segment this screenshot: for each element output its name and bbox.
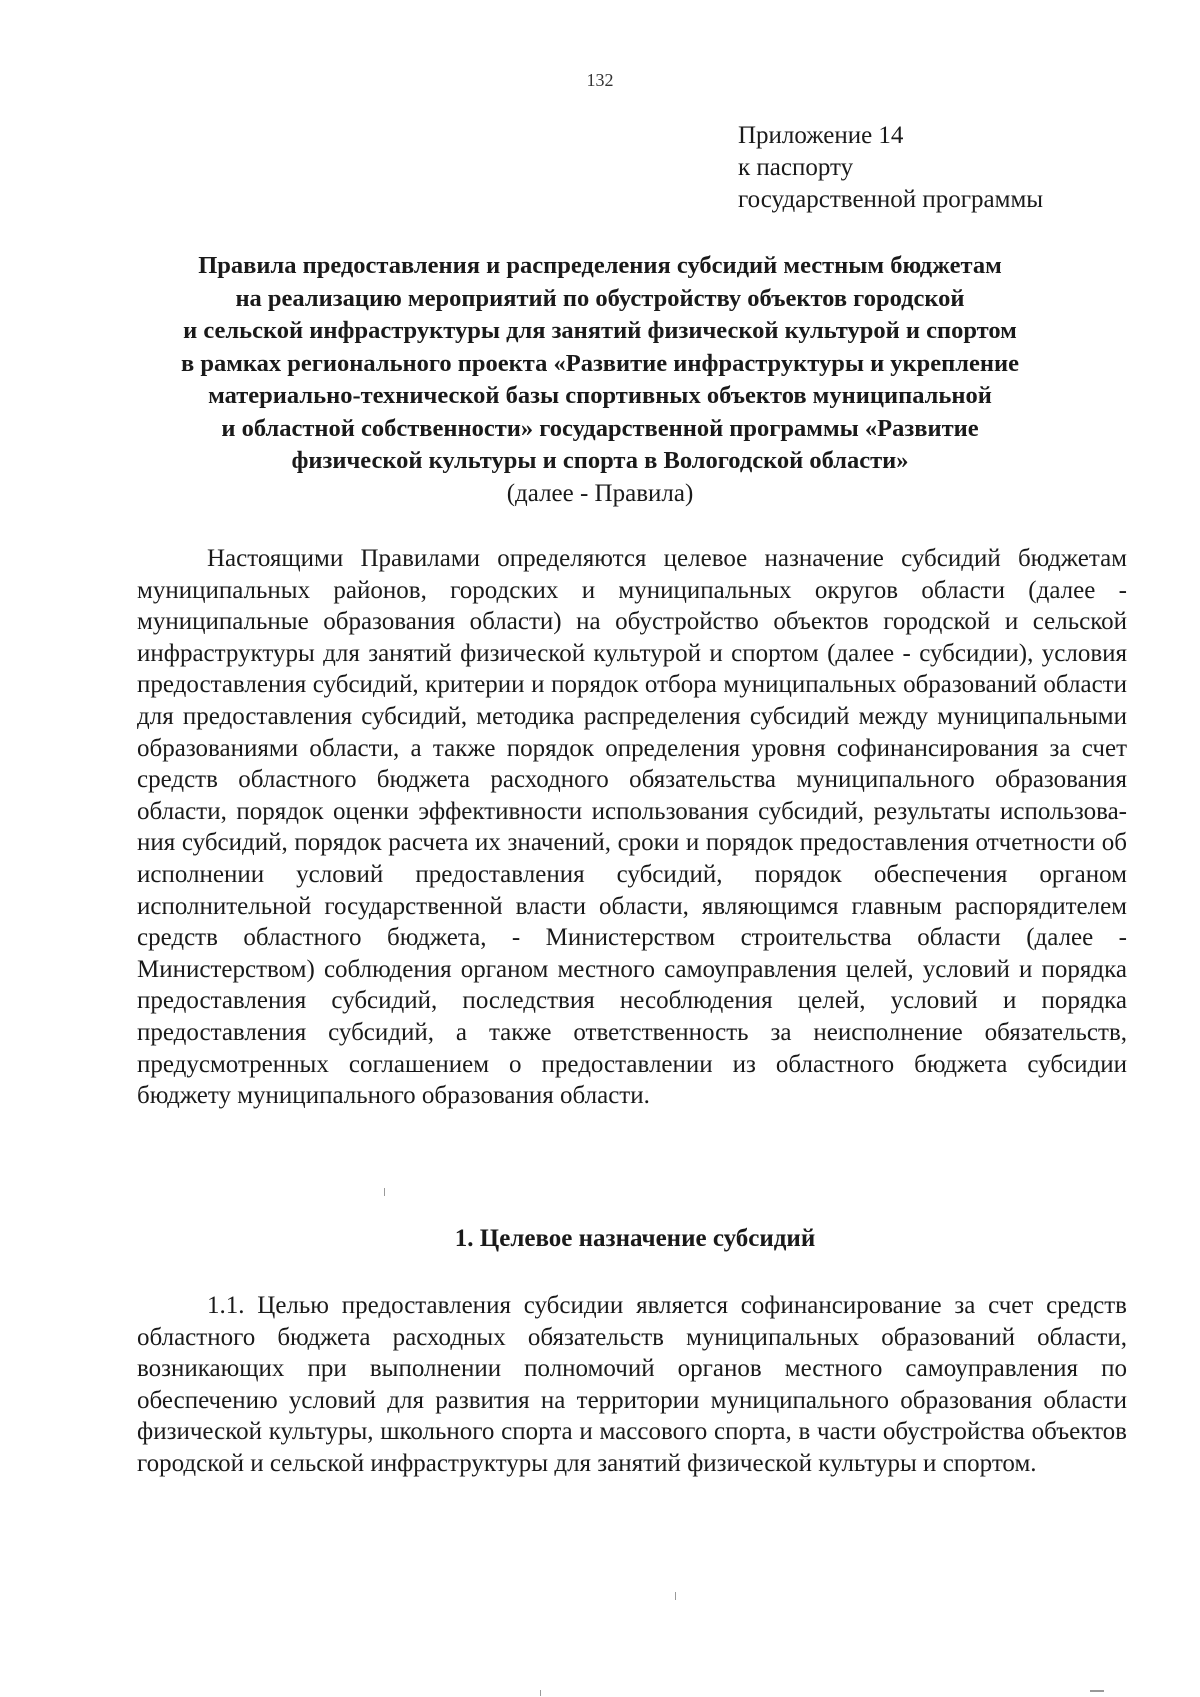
title-line: физической культуры и спорта в Вологодской области»: [291, 447, 909, 474]
appendix-line: Приложение 14: [738, 122, 904, 149]
title-line: на реализацию мероприятий по обустройству объектов городской: [235, 284, 965, 312]
title-line: в рамках регионального проекта «Развитие инфраструктуры и укрепление: [180, 349, 1020, 377]
title-note: (далее - Правила): [506, 480, 694, 507]
scan-mark: [540, 1690, 541, 1696]
title-line: Правила предоставления и распределения субсидий местным бюджетам: [198, 252, 1002, 279]
intro-paragraph: Настоящими Правилами определяются целевое назначение субсидий бюджетам муниципальных районов, городских и муниципальных округов области (далее - муниципальные образования области) на обустройство объектов городской и сельской инфраструктуры для занятий физической культурой и спортом (далее - субсидии), условия предоставления субсидий, критерии и порядок отбора муниципальных образований области для предоставления субсидий, методика распределения субсидий между муниципальными образованиями области, а также порядок определения уровня софинансирования за счет средств областного бюджета расходного обязательства муниципального образования области, порядок оценки эффективности использования субсидий, результаты использования субсидий, порядок расчета их значений, сроки и порядок предоставления отчетности об исполнении условий предоставления субсидий, порядок обеспечения органом исполнительной государственной власти области, являющимся главным распорядителем средств областного бюджета, - Министерством строительства области (далее - Министерством) соблюдения органом местного самоуправления целей, условий и порядка предоставления субсидий, последствия несоблюдения целей, условий и порядка предоставления субсидий, а также ответственность за неисполнение обязательств, предусмотренных соглашением о предоставлении из областного бюджета субсидии бюджету муниципального образования области.: [137, 545, 1127, 1110]
title-line: и сельской инфраструктуры для занятий физической культурой и спортом: [183, 317, 1017, 344]
title-line: и областной собственности» государственной программы «Развитие: [221, 414, 979, 442]
paragraph-1-1: 1.1. Целью предоставления субсидии является софинансирование за счет средств областного бюджета расходных обязательств муниципальных образований области, возникающих при выполнении полномочий органов местного самоуправления по обеспечению условий для развития на территории муниципального образования области физической культуры, школьного спорта и массового спорта, в части обустройства объектов городской и сельской инфраструктуры для занятий физической культуры и спортом.: [137, 1292, 1127, 1477]
section-heading: 1. Целевое назначение субсидий: [454, 1225, 816, 1252]
appendix-line: государственной программы: [738, 186, 1044, 213]
title-line: материально-технической базы спортивных объектов муниципальной: [208, 382, 992, 409]
appendix-line: к паспорту: [738, 154, 854, 181]
appendix-reference: [738, 120, 1158, 216]
scan-mark: [675, 1592, 676, 1600]
scan-mark: [1090, 1690, 1104, 1692]
page-number: 132: [586, 70, 614, 90]
scan-mark: [384, 1188, 385, 1196]
document-title: [120, 250, 1080, 478]
